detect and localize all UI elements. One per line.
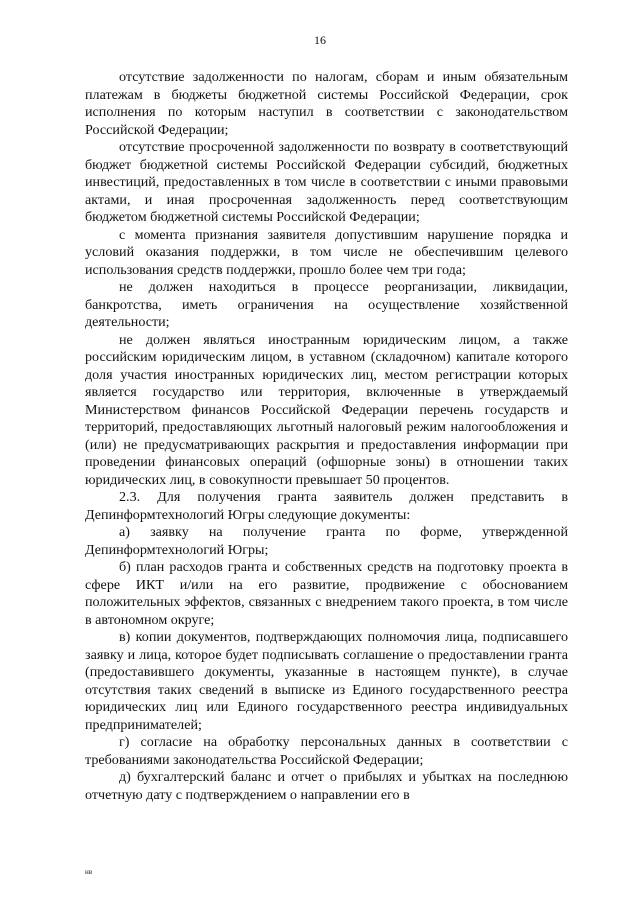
footer-mark: нв [85, 868, 93, 876]
paragraph: а) заявку на получение гранта по форме, утвержденной Депинформтехнологий Югры; [85, 524, 568, 558]
paragraph: в) копии документов, подтверждающих полномочия лица, подписавшего заявку и лица, которое будет подписывать соглашение о предоставлении гранта (предоставившего документы, указанные в настоящем пункте), в случае отсутствия таких сведений в выписке из Единого государственного реестра юридических лиц или Единого государственного реестра индивидуальных предпринимателей; [85, 629, 568, 733]
paragraph: с момента признания заявителя допустившим нарушение порядка и условий оказания поддержки, в том числе не обеспечившим целевого использования средств поддержки, прошло более чем три года; [85, 226, 568, 278]
paragraph: не должен находиться в процессе реорганизации, ликвидации, банкротства, иметь ограничения на осуществление хозяйственной деятельности; [85, 279, 568, 330]
paragraph: д) бухгалтерский баланс и отчет о прибылях и убытках на последнюю отчетную дату с подтверждением о направлении его в [85, 769, 568, 803]
paragraph: отсутствие задолженности по налогам, сборам и иным обязательным платежам в бюджеты бюджетной системы Российской Федерации, срок исполнения по которым наступил в соответствии с законодательством Российской Федерации; [85, 69, 568, 138]
paragraph: не должен являться иностранным юридическим лицом, а также российским юридическим лицом, в уставном (складочном) капитале которого доля участия иностранных юридических лиц, местом регистрации которых является государство или территория, включенные в утверждаемый Министерством финансов Российской Федерации перечень государств и территорий, предоставляющих льготный налоговый режим налогообложения и (или) не предусматривающих раскрытия и предоставления информации при проведении финансовых операций (офшорные зоны) в отношении таких юридических лиц, в совокупности превышает 50 процентов. [85, 331, 568, 488]
paragraph: 2.3. Для получения гранта заявитель должен представить в Депинформтехнологий Югры следующие документы: [85, 489, 568, 523]
paragraph: г) согласие на обработку персональных данных в соответствии с требованиями законодательства Российской Федерации; [85, 734, 568, 768]
page-number: 16 [314, 33, 326, 47]
paragraph: отсутствие просроченной задолженности по возврату в соответствующий бюджет бюджетной системы Российской Федерации субсидий, бюджетных инвестиций, предоставленных в том числе в соответствии с иными правовыми актами, и иная просроченная задолженность перед соответствующим бюджетом бюджетной системы Российской Федерации; [85, 139, 568, 225]
paragraph: б) план расходов гранта и собственных средств на подготовку проекта в сфере ИКТ и/или на его развитие, продвижение с обоснованием положительных эффектов, связанных с внедрением такого проекта, в том числе в автономном округе; [85, 559, 568, 628]
document-body [85, 69, 568, 804]
